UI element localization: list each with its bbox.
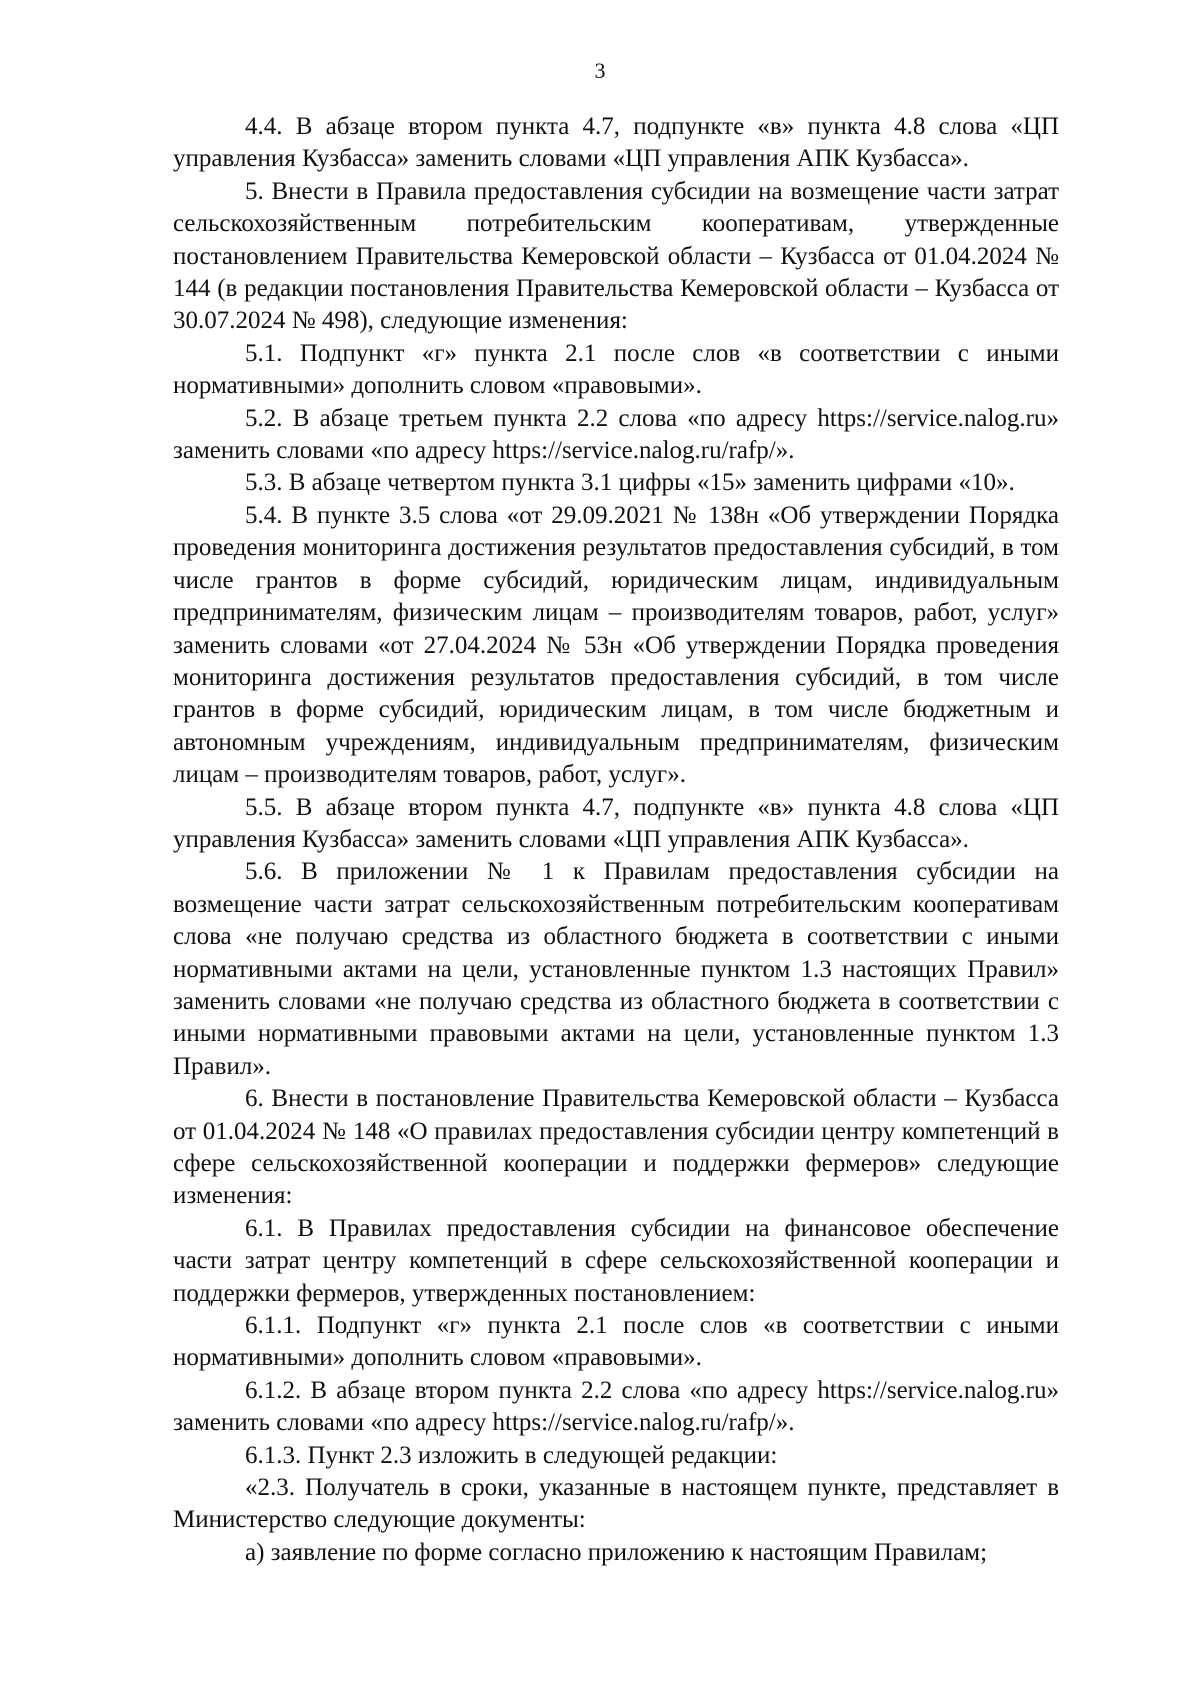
paragraph-5-3: 5.3. В абзаце четвертом пункта 3.1 цифры «15» заменить цифрами «10». [245, 469, 1015, 497]
page-number: 3 [594, 58, 606, 83]
paragraph-5-6: 5.6. В приложении № 1 к Правилам предоставления субсидии на возмещение части затрат сельскохозяйственным потребительским кооперативам слова «не получаю средства из областного бюджета в соответствии с иными нормативными актами на цели, установленные пунктом 1.3 настоящих Правил» заменить словами «не получаю средства из областного бюджета в соответствии с иными нормативными правовыми актами на цели, установленные пунктом 1.3 Правил». [173, 858, 1059, 1080]
paragraph-6-1-2: 6.1.2. В абзаце втором пункта 2.2 слова «по адресу https://service.nalog.ru» заменить словами «по адресу https://service.nalog.ru/rafp/». [173, 1376, 1059, 1437]
paragraph-5-2: 5.2. В абзаце третьем пункта 2.2 слова «по адресу https://service.nalog.ru» заменить словами «по адресу https://service.nalog.ru/rafp/». [173, 404, 1059, 465]
paragraph-6-1-1: 6.1.1. Подпункт «г» пункта 2.1 после слов «в соответствии с иными нормативными» дополнить словом «правовыми». [173, 1312, 1059, 1372]
paragraph-5: 5. Внести в Правила предоставления субсидии на возмещение части затрат сельскохозяйственным потребительским кооперативам, утвержденные постановлением Правительства Кемеровской области – Кузбасса от 01.04.2024 № 144 (в редакции постановления Правительства Кемеровской области – Кузбасса от 30.07.2024 № 498), следующие изменения: [173, 177, 1059, 335]
paragraph-6-1: 6.1. В Правилах предоставления субсидии на финансовое обеспечение части затрат центру компетенций в сфере сельскохозяйственной кооперации и поддержки фермеров, утвержденных постановлением: [173, 1214, 1059, 1307]
paragraph-6-1-3: 6.1.3. Пункт 2.3 изложить в следующей редакции: [245, 1441, 778, 1469]
paragraph-2-3-quote: «2.3. Получатель в сроки, указанные в настоящем пункте, представляет в Министерство следующие документы: [173, 1474, 1059, 1534]
paragraph-5-4: 5.4. В пункте 3.5 слова «от 29.09.2021 № 138н «Об утверждении Порядка проведения мониторинга достижения результатов предоставления субсидий, в том числе грантов в форме субсидий, юридическим лицам, индивидуальным предпринимателям, физическим лицам – производителям товаров, работ, услуг» заменить словами «от 27.04.2024 № 53н «Об утверждении Порядка проведения мониторинга достижения результатов предоставления субсидий, в том числе грантов в форме субсидий, юридическим лицам, в том числе бюджетным и автономным учреждениям, индивидуальным предпринимателям, физическим лицам – производителям товаров, работ, услуг». [173, 501, 1059, 789]
paragraph-item-a: а) заявление по форме согласно приложению к настоящим Правилам; [245, 1538, 988, 1566]
paragraph-5-5: 5.5. В абзаце втором пункта 4.7, подпункте «в» пункта 4.8 слова «ЦП управления Кузбасса» заменить словами «ЦП управления АПК Кузбасса». [173, 793, 1059, 853]
document-body [173, 111, 1059, 1569]
paragraph-4-4: 4.4. В абзаце втором пункта 4.7, подпункте «в» пункта 4.8 слова «ЦП управления Кузбасса» заменить словами «ЦП управления АПК Кузбасса». [173, 113, 1059, 173]
paragraph-6: 6. Внести в постановление Правительства Кемеровской области – Кузбасса от 01.04.2024 № 148 «О правилах предоставления субсидии центру компетенций в сфере сельскохозяйственной кооперации и поддержки фермеров» следующие изменения: [173, 1085, 1059, 1210]
paragraph-5-1: 5.1. Подпункт «г» пункта 2.1 после слов «в соответствии с иными нормативными» дополнить словом «правовыми». [173, 339, 1059, 400]
